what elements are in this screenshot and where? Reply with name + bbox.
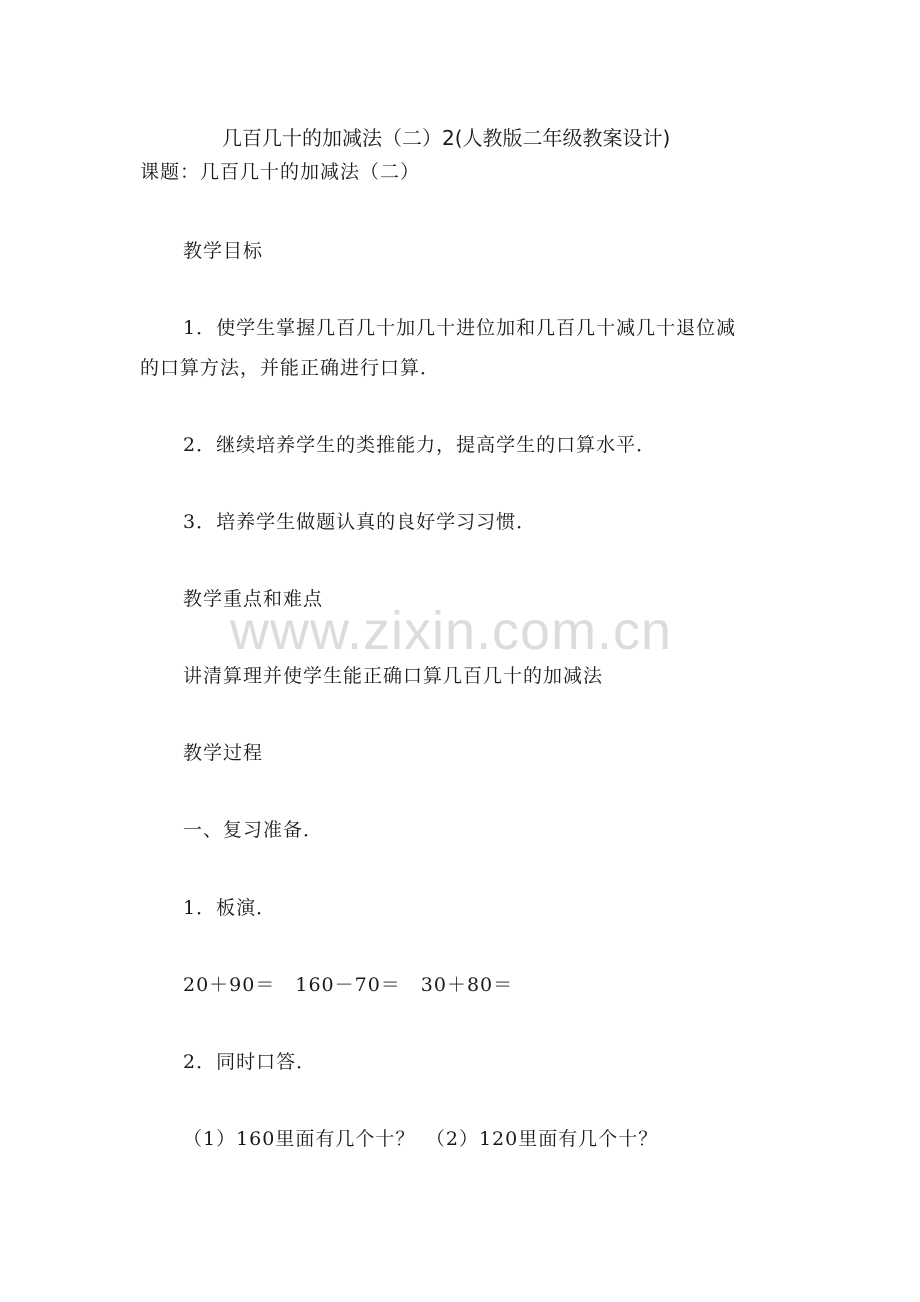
equations: 20＋90＝ 160－70＝ 30＋80＝ bbox=[183, 974, 514, 996]
key-points-text: 讲清算理并使学生能正确口算几百几十的加减法 bbox=[183, 665, 604, 687]
step-2: 2．同时口答． bbox=[183, 1051, 317, 1073]
goals-heading: 教学目标 bbox=[183, 240, 264, 262]
questions: （1）160里面有几个十？ （2）120里面有几个十？ bbox=[183, 1128, 659, 1150]
document-title: 几百几十的加减法（二）2(人教版二年级教案设计) bbox=[222, 126, 671, 150]
section-1-heading: 一、复习准备． bbox=[183, 819, 324, 841]
lesson-subject: 课题：几百几十的加减法（二） bbox=[140, 161, 421, 183]
goal-1-line-2: 的口算方法，并能正确进行口算． bbox=[140, 357, 441, 379]
step-1: 1．板演． bbox=[183, 897, 277, 919]
goal-2: 2．继续培养学生的类推能力，提高学生的口算水平． bbox=[183, 434, 657, 456]
goal-3: 3．培养学生做题认真的良好学习习惯． bbox=[183, 511, 537, 533]
goal-1-line-1: 1．使学生掌握几百几十加几十进位加和几百几十减几十退位减 bbox=[183, 317, 737, 339]
process-heading: 教学过程 bbox=[183, 742, 264, 764]
key-points-heading: 教学重点和难点 bbox=[183, 588, 324, 610]
watermark: www.zixin.com.cn bbox=[230, 601, 673, 661]
